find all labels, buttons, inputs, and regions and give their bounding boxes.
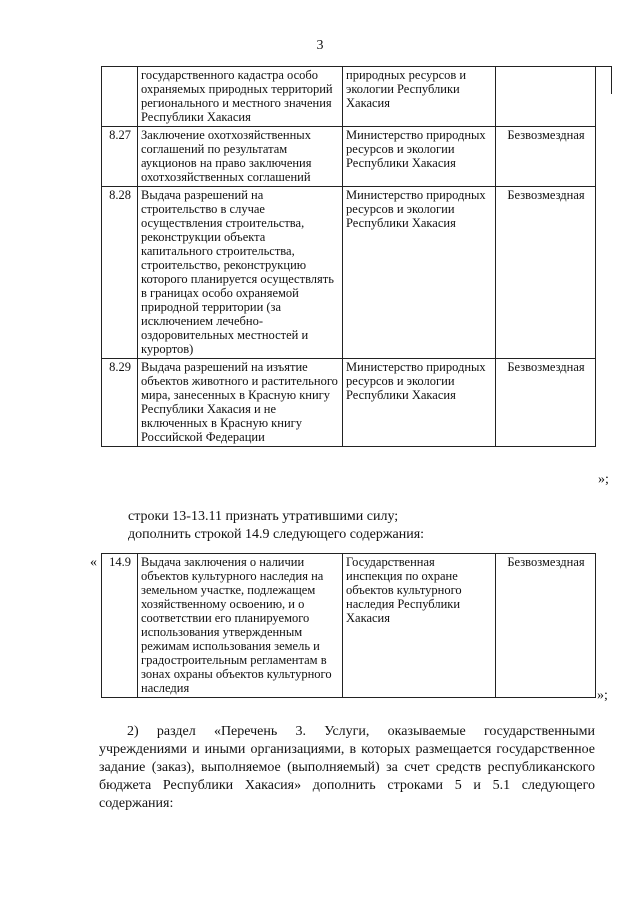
closing-quote-mark: »; — [597, 688, 608, 703]
fee-type: Безвозмездная — [496, 187, 596, 359]
table-row — [102, 187, 596, 359]
instruction-line-2: дополнить строкой 14.9 следующего содержания: — [128, 527, 425, 542]
fee-type: Безвозмездная — [496, 359, 596, 447]
instruction-line-1: строки 13-13.11 признать утратившими силу; — [128, 509, 399, 524]
fee-type: Безвозмездная — [496, 554, 596, 698]
service-name: Выдача разрешений на изъятие объектов животного и растительного мира, занесенных в Красную книгу Республики Хакасия и не включенных в Красную книгу Российской Федерации — [138, 359, 343, 447]
table-row — [102, 554, 596, 698]
service-name: Выдача заключения о наличии объектов культурного наследия на земельном участке, подлежащем хозяйственному освоению, и о соответствии его планируемого использования утвержденным режимам использования земель и градостроительным регламентам в зонах охраны объектов культурного наследия — [138, 554, 343, 698]
amendment-paragraph: 2) раздел «Перечень 3. Услуги, оказываемые государственными учреждениями и иными организациями, в которых размещается государственное задание (заказ), выполняемое (выполняемый) за счет средств республиканского бюджета Республики Хакасия» дополнить строками 5 и 5.1 следующего содержания: — [99, 724, 595, 811]
service-name: Выдача разрешений на строительство в случае осуществления строительства, реконструкции объекта капитального строительства, строительство, реконструкцию которого планируется осуществлять в границах особо охраняемой природной территории (за исключением лечебно-оздоровительных местностей и курортов) — [138, 187, 343, 359]
table-row — [102, 67, 596, 127]
agency-name: Министерство природных ресурсов и экологии Республики Хакасия — [343, 359, 496, 447]
agency-name: природных ресурсов и экологии Республики Хакасия — [343, 67, 496, 127]
row-number — [102, 67, 138, 127]
row-number: 8.29 — [102, 359, 138, 447]
table-row — [102, 127, 596, 187]
service-name: государственного кадастра особо охраняемых природных территорий регионального и местного значения Республики Хакасия — [138, 67, 343, 127]
agency-name: Государственная инспекция по охране объектов культурного наследия Республики Хакасия — [343, 554, 496, 698]
fee-type — [496, 67, 596, 127]
agency-name: Министерство природных ресурсов и экологии Республики Хакасия — [343, 127, 496, 187]
table-row — [102, 359, 596, 447]
added-row-table — [101, 553, 596, 698]
row-number: 8.27 — [102, 127, 138, 187]
row-number: 14.9 — [102, 554, 138, 698]
row-number: 8.28 — [102, 187, 138, 359]
closing-quote-mark: »; — [598, 472, 609, 487]
agency-name: Министерство природных ресурсов и экологии Республики Хакасия — [343, 187, 496, 359]
service-name: Заключение охотхозяйственных соглашений по результатам аукционов на право заключения охотхозяйственных соглашений — [138, 127, 343, 187]
services-table — [101, 66, 596, 447]
table-continuation-edge — [595, 66, 612, 94]
page-number: 3 — [316, 38, 324, 53]
opening-quote-mark: « — [90, 555, 97, 570]
fee-type: Безвозмездная — [496, 127, 596, 187]
